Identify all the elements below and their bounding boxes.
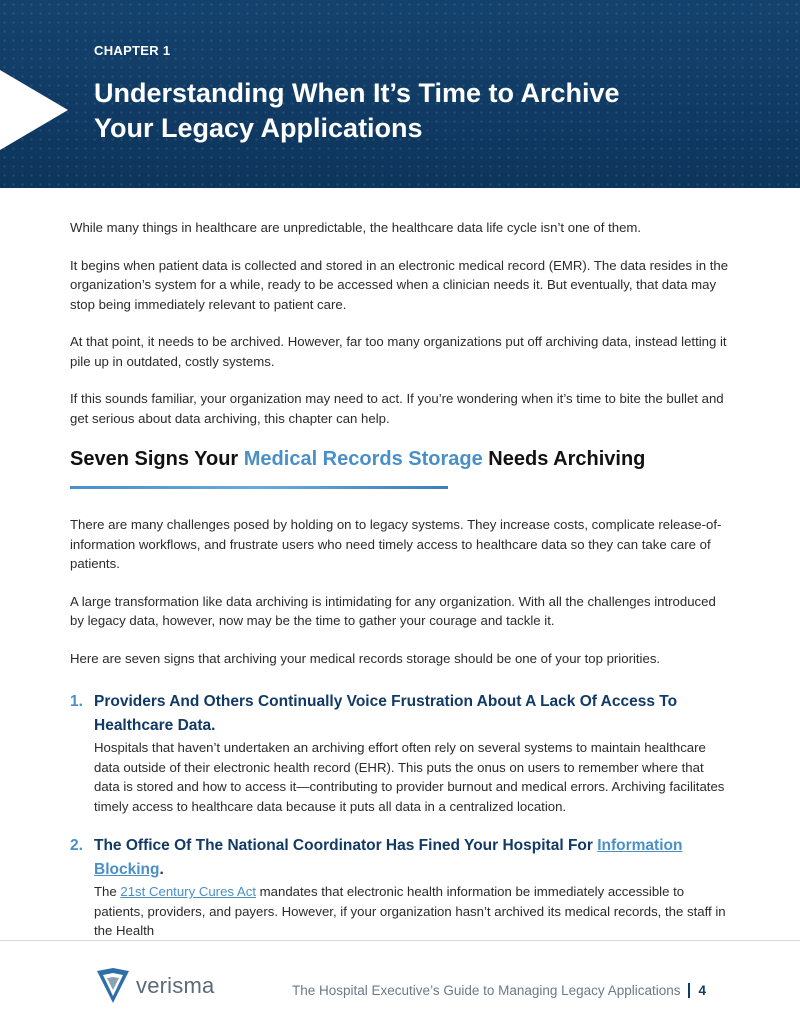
list-item-title	[94, 834, 730, 882]
information-blocking-link[interactable]: Information Blocking	[94, 837, 683, 878]
banner-arrow-shape	[0, 70, 68, 150]
list-item-body	[94, 882, 730, 941]
heading-underline	[70, 486, 448, 489]
list-number: 2.	[70, 837, 83, 854]
page-number: 4	[698, 983, 706, 998]
section-heading-text: Needs Archiving	[482, 448, 646, 470]
footer-divider	[0, 940, 800, 941]
list-item-body: Hospitals that haven’t undertaken an archiving effort often rely on several systems to maintain healthcare data outside of their electronic health record (EHR). This puts the onus on users to remember where that data is stored and how to access it—contributing to provider burnout and medical errors. Archiving facilitates timely access to healthcare data because it puts all data in a centralized location.	[94, 740, 725, 814]
intro-paragraph: If this sounds familiar, your organization may need to act. If you’re wondering when it’s time to bite the bullet and get serious about data archiving, this chapter can help.	[70, 391, 724, 426]
list-item-title-text: .	[159, 861, 164, 878]
list-item	[70, 834, 730, 941]
chapter-banner	[0, 0, 800, 188]
cures-act-link[interactable]: 21st Century Cures Act	[120, 884, 256, 899]
list-item	[70, 690, 730, 816]
verisma-shield-icon	[96, 968, 130, 1004]
footer-guide	[292, 983, 706, 998]
section-heading-text: Seven Signs Your	[70, 448, 244, 470]
section-paragraph: Here are seven signs that archiving your medical records storage should be one of your top priorities.	[70, 650, 661, 666]
chapter-title: Understanding When It’s Time to Archive Your Legacy Applications	[94, 78, 620, 143]
footer-guide-title: The Hospital Executive’s Guide to Managing Legacy Applications	[292, 983, 681, 998]
verisma-logo	[96, 968, 214, 1004]
section-heading	[70, 446, 730, 472]
section-heading-highlight: Medical Records Storage	[243, 448, 483, 470]
list-item-title: Providers And Others Continually Voice Frustration About A Lack Of Access To Healthcare Data.	[94, 693, 678, 734]
main-content	[70, 218, 730, 959]
list-number: 1.	[70, 693, 83, 710]
list-item-title-text: The Office Of The National Coordinator Has Fined Your Hospital For	[94, 837, 598, 854]
intro-paragraph: While many things in healthcare are unpredictable, the healthcare data life cycle isn’t one of them.	[70, 220, 642, 235]
intro-paragraph: It begins when patient data is collected and stored in an electronic medical record (EMR). The data resides in the organization’s system for a while, ready to be accessed when a clinician needs it. But eventually, that data may stop being immediately relevant to patient care.	[70, 257, 729, 312]
section-paragraph: There are many challenges posed by holding on to legacy systems. They increase costs, complicate release-of-information workflows, and frustrate users who need timely access to healthcare data so they can take care of patients.	[70, 517, 722, 571]
list-item-body-text: The	[94, 884, 121, 899]
section-paragraph: A large transformation like data archiving is intimidating for any organization. With all the challenges introduced by legacy data, however, now may be the time to gather your courage and tackle it.	[70, 593, 716, 628]
intro-paragraph: At that point, it needs to be archived. However, far too many organizations put off archiving data, instead letting it pile up in outdated, costly systems.	[70, 334, 727, 369]
footer-separator	[688, 983, 690, 998]
list-item-body-text: mandates that electronic health information be immediately accessible to patients, providers, and payers. However, if your organization hasn’t archived its medical records, the staff in the Health	[94, 884, 726, 938]
chapter-label: CHAPTER 1	[94, 43, 171, 58]
logo-text: verisma	[136, 973, 215, 998]
